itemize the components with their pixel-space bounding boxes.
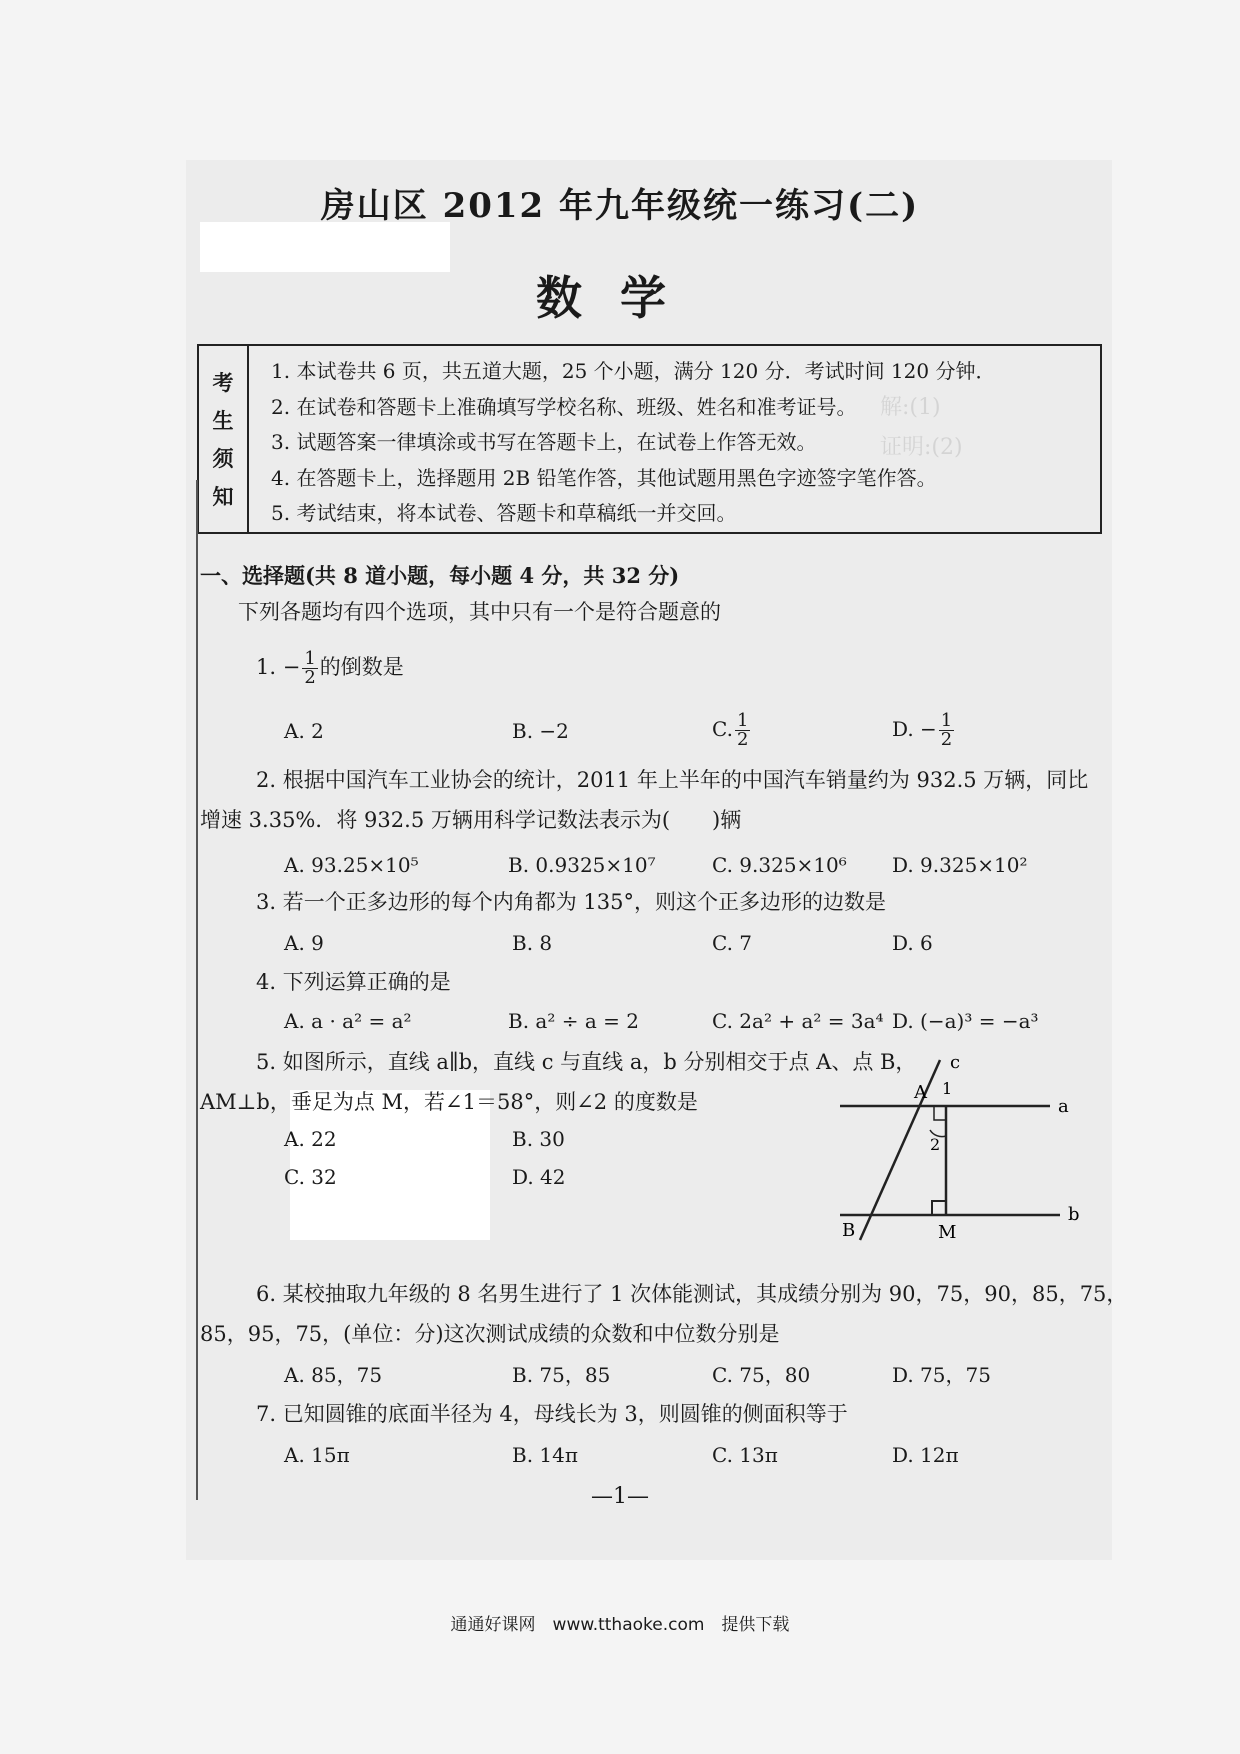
- fraction: $\frac{1}{2}$: [304, 648, 316, 688]
- q3-option-a: A. 9: [284, 931, 324, 955]
- label-M: M: [938, 1222, 957, 1243]
- subject-title: 数学: [536, 271, 704, 325]
- q6-option-a: A. 85，75: [284, 1363, 383, 1387]
- notice-item: 3. 试题答案一律填涂或书写在答题卡上，在试卷上作答无效。: [271, 430, 817, 454]
- q4-option-d: D. (−a)³ = −a³: [892, 1009, 1039, 1033]
- bleed-through-text: 解:(1): [880, 395, 941, 420]
- q2-option-d: D. 9.325×10²: [892, 853, 1028, 877]
- q1-option-a: A. 2: [284, 719, 324, 743]
- notice-item: 2. 在试卷和答题卡上准确填写学校名称、班级、姓名和准考证号。: [271, 394, 857, 419]
- label-b: b: [1068, 1204, 1080, 1225]
- q7-option-a: A. 15π: [284, 1443, 350, 1467]
- q2-option-c: C. 9.325×10⁶: [712, 853, 847, 877]
- q3-option-c: C. 7: [712, 931, 753, 955]
- label-angle-1: 1: [942, 1079, 953, 1098]
- q4-option-b: B. a² ÷ a = 2: [508, 1009, 639, 1033]
- q5-option-a: A. 22: [284, 1127, 337, 1151]
- notice-item: 5. 考试结束，将本试卷、答题卡和草稿纸一并交回。: [271, 501, 737, 525]
- q7-option-b: B. 14π: [512, 1443, 579, 1467]
- exam-title: 房山区 2012 年九年级统一练习(二): [320, 186, 920, 226]
- question-7-stem: 7. 已知圆锥的底面半径为 4，母线长为 3，则圆锥的侧面积等于: [256, 1402, 848, 1426]
- label-a: a: [1058, 1096, 1069, 1117]
- bleed-through-text: 证明:(2): [880, 435, 963, 460]
- q6-option-c: C. 75，80: [712, 1363, 811, 1387]
- label-angle-2: 2: [930, 1135, 941, 1154]
- q4-option-a: A. a · a² = a²: [284, 1009, 412, 1033]
- q1-option-b: B. −2: [512, 719, 569, 743]
- question-6-line2: 85，95，75，(单位：分)这次测试成绩的众数和中位数分别是: [200, 1322, 780, 1346]
- q5-option-c: C. 32: [284, 1165, 337, 1189]
- q6-option-b: B. 75，85: [512, 1363, 611, 1387]
- question-1-stem: 1. − $\frac{1}{2}$ 的倒数是: [256, 648, 404, 688]
- notice-box: [197, 344, 1102, 534]
- q6-option-d: D. 75，75: [892, 1363, 991, 1387]
- label-c: c: [950, 1052, 961, 1073]
- question-6-line1: 6. 某校抽取九年级的 8 名男生进行了 1 次体能测试，其成绩分别为 90，75，90，85，75，: [256, 1282, 1128, 1306]
- label-B: B: [842, 1220, 856, 1241]
- q3-option-d: D. 6: [892, 931, 933, 955]
- notice-item: 4. 在答题卡上，选择题用 2B 铅笔作答，其他试题用黑色字迹签字笔作答。: [271, 465, 937, 490]
- q5-option-d: D. 42: [512, 1165, 566, 1189]
- q1-option-d: D. − $\frac{1}{2}$: [892, 710, 953, 750]
- q5-geometry-figure: [830, 1050, 1110, 1250]
- section-instruction: 下列各题均有四个选项，其中只有一个是符合题意的: [238, 600, 721, 624]
- q3-option-b: B. 8: [512, 931, 553, 955]
- q5-option-b: B. 30: [512, 1127, 565, 1151]
- question-2-line2: 增速 3.35%．将 932.5 万辆用科学记数法表示为( )辆: [200, 808, 742, 832]
- notice-items: [249, 346, 995, 532]
- question-5-line1: 5. 如图所示，直线 a∥b，直线 c 与直线 a，b 分别相交于点 A、点 B，: [256, 1050, 917, 1074]
- q2-option-a: A. 93.25×10⁵: [284, 853, 419, 877]
- section-title: 一、选择题(共 8 道小题，每小题 4 分，共 32 分): [200, 563, 680, 588]
- margin-line: [196, 480, 198, 1500]
- question-3-stem: 3. 若一个正多边形的每个内角都为 135°，则这个正多边形的边数是: [256, 890, 886, 914]
- question-4-stem: 4. 下列运算正确的是: [256, 970, 451, 994]
- q1-option-c: C. $\frac{1}{2}$: [712, 710, 749, 750]
- q2-option-b: B. 0.9325×10⁷: [508, 853, 656, 877]
- label-A: A: [914, 1082, 927, 1103]
- question-5-line2: AM⊥b，垂足为点 M，若∠1＝58°，则∠2 的度数是: [200, 1090, 698, 1114]
- q7-option-d: D. 12π: [892, 1443, 959, 1467]
- q4-option-c: C. 2a² + a² = 3a⁴: [712, 1009, 884, 1033]
- question-2-line1: 2. 根据中国汽车工业协会的统计，2011 年上半年的中国汽车销量约为 932.5 万辆，同比: [256, 768, 1089, 792]
- notice-label: 考 生 须 知: [199, 346, 249, 532]
- page-number: —1—: [591, 1484, 649, 1509]
- q7-option-c: C. 13π: [712, 1443, 778, 1467]
- notice-item: 1. 本试卷共 6 页，共五道大题，25 个小题，满分 120 分．考试时间 120 分钟．: [271, 359, 996, 383]
- footer-credit: 通通好课网 www.tthaoke.com 提供下载: [450, 1615, 790, 1635]
